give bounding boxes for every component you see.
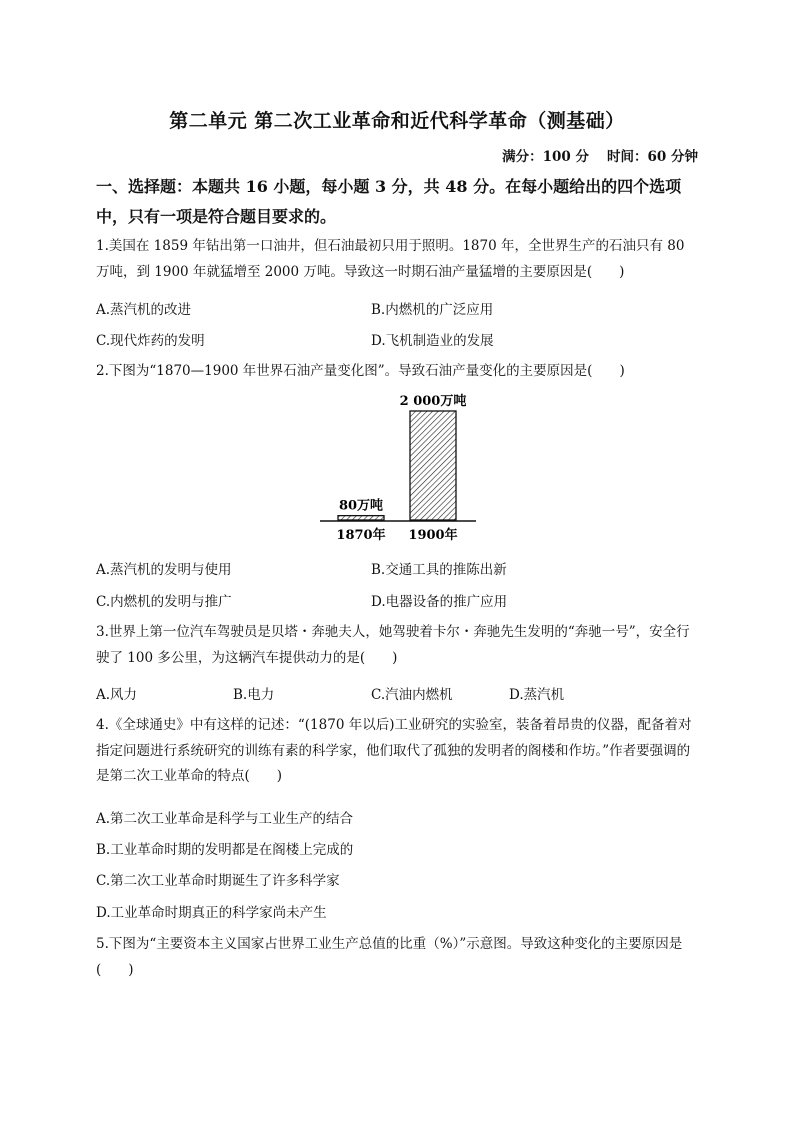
question-5-stem: 5.下图为“主要资本主义国家占世界工业生产总值的比重（%）”示意图。导致这种变化的主要原因是( )	[96, 936, 683, 978]
data-label-0: 80万吨	[338, 498, 384, 514]
bar-1	[410, 411, 456, 520]
q3-option-a: A.风力	[96, 687, 138, 703]
q4-option-d: D.工业革命时期真正的科学家尚未产生	[96, 905, 327, 921]
exam-meta	[502, 145, 698, 165]
q4-option-c: C.第二次工业革命时期诞生了许多科学家	[96, 873, 340, 889]
data-label-1: 2 000万吨	[399, 394, 467, 409]
question-2-stem: 2.下图为“1870—1900 年世界石油产量变化图”。导致石油产量变化的主要原因是( )	[96, 363, 625, 379]
q1-option-b: B.内燃机的广泛应用	[371, 302, 494, 318]
q3-option-d: D.蒸汽机	[509, 687, 565, 703]
q4-option-b: B.工业革命时期的发明都是在阁楼上完成的	[96, 842, 354, 858]
q2-option-b: B.交通工具的推陈出新	[371, 562, 507, 578]
q3-option-c: C.汽油内燃机	[371, 687, 453, 703]
oil-production-chart	[310, 392, 490, 544]
category-label-0: 1870年	[336, 528, 386, 543]
q1-option-a: A.蒸汽机的改进	[96, 302, 192, 318]
page-title: 第二单元 第二次工业革命和近代科学革命（测基础）	[169, 110, 625, 132]
q2-option-a: A.蒸汽机的发明与使用	[96, 562, 232, 578]
full-score: 满分：100 分	[502, 149, 589, 165]
q1-option-d: D.飞机制造业的发展	[371, 333, 494, 349]
q1-option-c: C.现代炸药的发明	[96, 333, 205, 349]
bar-0	[338, 516, 384, 520]
q3-option-b: B.电力	[233, 687, 275, 703]
q4-option-a: A.第二次工业革命是科学与工业生产的结合	[96, 811, 354, 827]
question-3-stem: 3.世界上第一位汽车驾驶员是贝塔・奔驰夫人，她驾驶着卡尔・奔驰先生发明的“奔驰一号”，安全行驶了 100 多公里，为这辆汽车提供动力的是( )	[96, 624, 690, 666]
q2-option-c: C.内燃机的发明与推广	[96, 594, 232, 610]
time-limit: 时间：60 分钟	[607, 149, 698, 165]
q2-option-d: D.电器设备的推广应用	[371, 594, 508, 610]
category-label-1: 1900年	[408, 528, 458, 543]
question-1-stem: 1.美国在 1859 年钻出第一口油井，但石油最初只用于照明。1870 年，全世界生产的石油只有 80 万吨，到 1900 年就猛增至 2000 万吨。导致这一时期石油产量猛增的主要原因是( )	[96, 238, 685, 280]
question-4-stem: 4.《全球通史》中有这样的记述：“(1870 年以后)工业研究的实验室，装备着昂贵的仪器，配备着对指定问题进行系统研究的训练有素的科学家，他们取代了孤独的发明者的阁楼和作坊。”作者要强调的是第二次工业革命的特点( )	[96, 717, 692, 784]
section-heading: 一、选择题：本题共 16 小题，每小题 3 分，共 48 分。在每小题给出的四个选项中，只有一项是符合题目要求的。	[96, 177, 682, 226]
